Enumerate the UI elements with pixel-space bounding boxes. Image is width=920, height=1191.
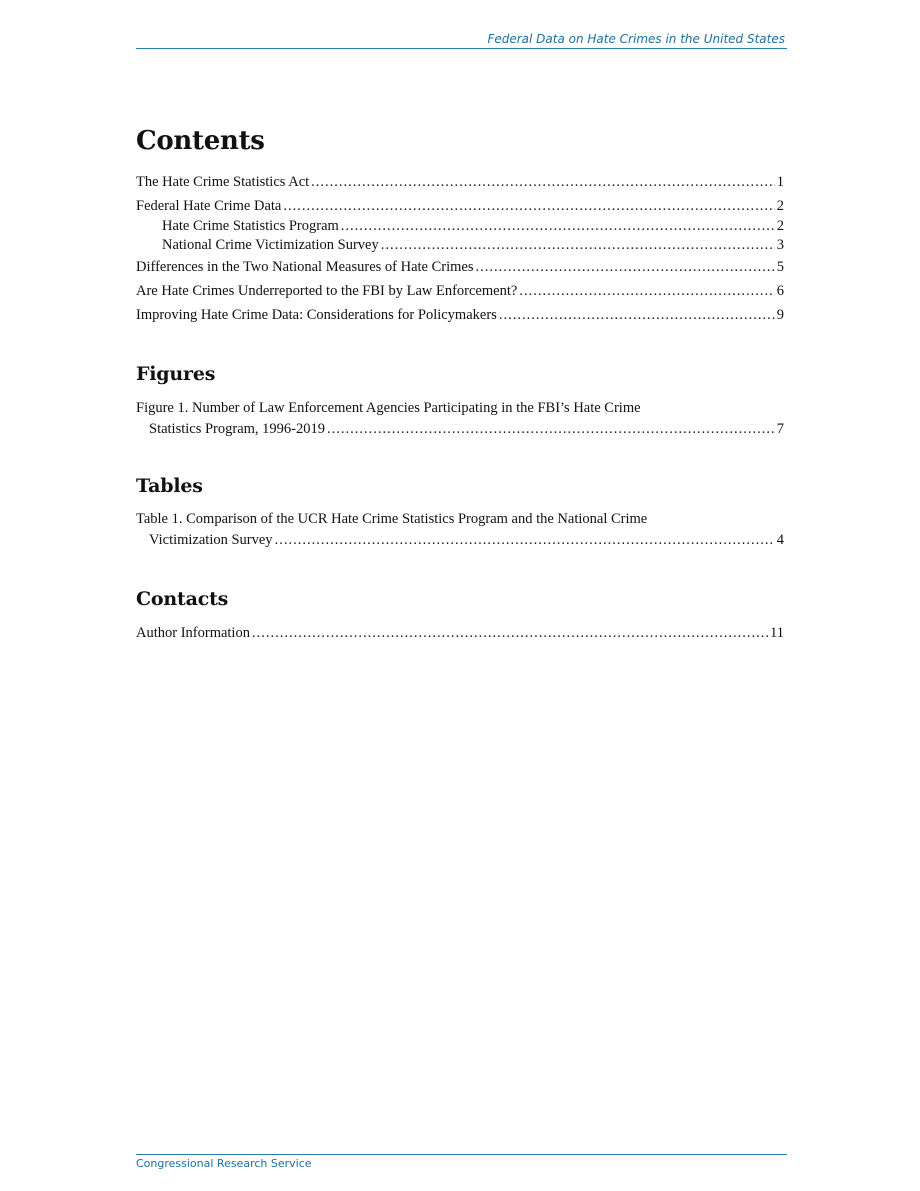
page-footer bbox=[136, 1154, 787, 1170]
leader-dots bbox=[327, 419, 775, 440]
toc-entry-page: 7 bbox=[776, 421, 784, 437]
toc-entry-continuation bbox=[136, 419, 784, 440]
toc-entry-page: 3 bbox=[776, 237, 784, 253]
contacts-list bbox=[136, 623, 784, 644]
toc-entry-title: Improving Hate Crime Data: Considerations for Policymakers bbox=[136, 307, 497, 323]
toc-entry-page: 2 bbox=[776, 198, 784, 214]
header-title: Federal Data on Hate Crimes in the United States bbox=[487, 32, 785, 46]
toc-entry-title: Hate Crime Statistics Program bbox=[162, 218, 339, 234]
toc-entry[interactable] bbox=[136, 172, 784, 193]
toc-entry[interactable] bbox=[136, 257, 784, 278]
toc-figure-entry[interactable] bbox=[136, 398, 784, 440]
toc-entry-title-line1: Figure 1. Number of Law Enforcement Agencies Participating in the FBI’s Hate Crime bbox=[136, 400, 641, 416]
leader-dots bbox=[252, 623, 768, 644]
toc-subentry[interactable] bbox=[136, 236, 784, 255]
toc-entry[interactable] bbox=[136, 305, 784, 326]
toc-entry-title: Are Hate Crimes Underreported to the FBI by Law Enforcement? bbox=[136, 283, 518, 299]
leader-dots bbox=[283, 196, 774, 217]
toc-entry-continuation bbox=[136, 530, 784, 551]
toc-entry-title: Differences in the Two National Measures of Hate Crimes bbox=[136, 259, 474, 275]
tables-list bbox=[136, 509, 784, 551]
footer-text: Congressional Research Service bbox=[136, 1157, 312, 1170]
toc-entry-page: 4 bbox=[776, 532, 784, 548]
toc-entry-title: The Hate Crime Statistics Act bbox=[136, 174, 310, 190]
leader-dots bbox=[341, 217, 775, 236]
toc-subentry[interactable] bbox=[136, 217, 784, 236]
toc-entry-title-line2: Statistics Program, 1996-2019 bbox=[149, 421, 326, 437]
figures-heading: Figures bbox=[136, 363, 216, 385]
toc-entry-title-line2: Victimization Survey bbox=[149, 532, 273, 548]
toc-entry-title: National Crime Victimization Survey bbox=[162, 237, 379, 253]
leader-dots bbox=[311, 172, 775, 193]
toc-entry-page: 1 bbox=[776, 174, 784, 190]
figures-list bbox=[136, 398, 784, 440]
page-header bbox=[136, 32, 787, 49]
toc-entry-page: 6 bbox=[776, 283, 784, 299]
leader-dots bbox=[499, 305, 775, 326]
contents-list bbox=[136, 172, 784, 326]
toc-entry[interactable] bbox=[136, 196, 784, 217]
leader-dots bbox=[275, 530, 775, 551]
toc-entry-title: Federal Hate Crime Data bbox=[136, 198, 282, 214]
toc-entry-page: 2 bbox=[776, 218, 784, 234]
toc-entry[interactable] bbox=[136, 623, 784, 644]
leader-dots bbox=[519, 281, 774, 302]
tables-heading: Tables bbox=[136, 475, 203, 497]
toc-entry[interactable] bbox=[136, 281, 784, 302]
toc-entry-page: 9 bbox=[776, 307, 784, 323]
contacts-heading: Contacts bbox=[136, 588, 229, 610]
leader-dots bbox=[476, 257, 775, 278]
toc-entry-page: 11 bbox=[770, 625, 784, 641]
toc-table-entry[interactable] bbox=[136, 509, 784, 551]
leader-dots bbox=[381, 236, 775, 255]
contents-heading: Contents bbox=[136, 126, 265, 156]
toc-entry-title-line1: Table 1. Comparison of the UCR Hate Crime Statistics Program and the National Crime bbox=[136, 511, 648, 527]
toc-entry-page: 5 bbox=[776, 259, 784, 275]
toc-entry-title: Author Information bbox=[136, 625, 250, 641]
